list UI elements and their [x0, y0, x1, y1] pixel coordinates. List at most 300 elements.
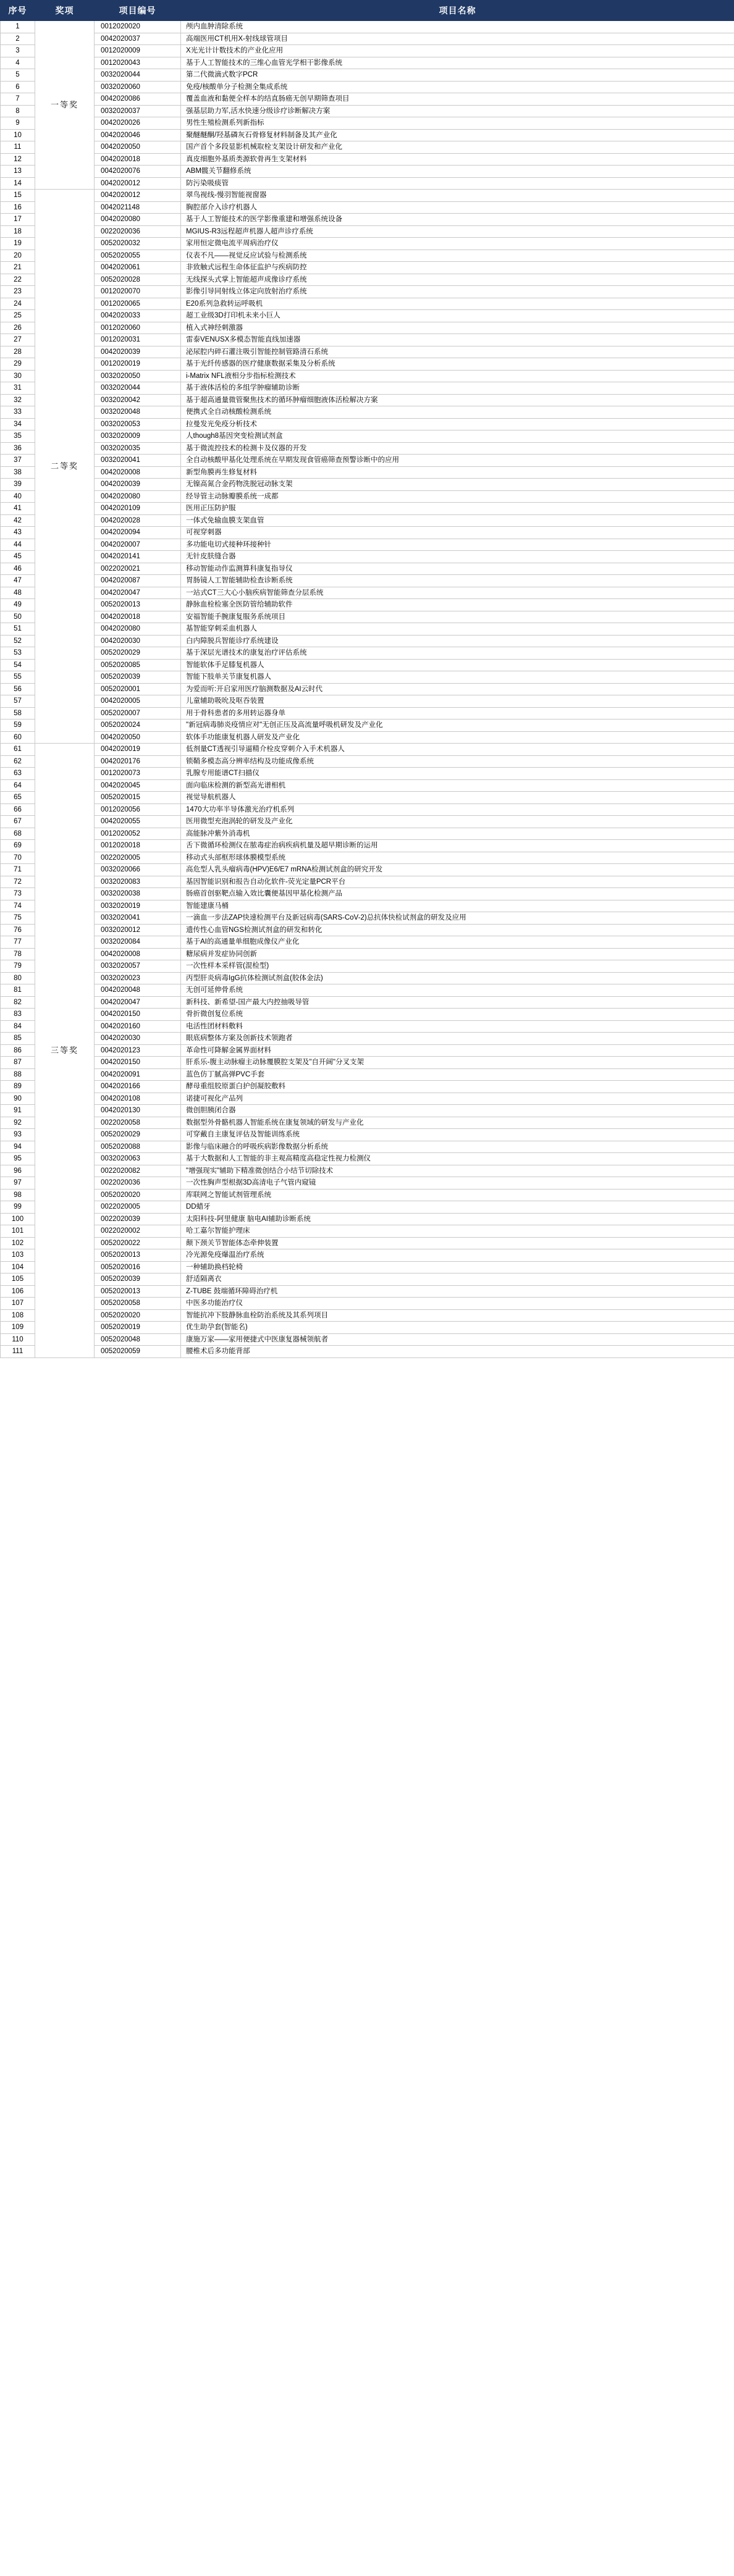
cell-no: 96 [1, 1165, 35, 1177]
cell-project-code: 0042020018 [95, 153, 181, 166]
cell-project-code: 0042020108 [95, 1093, 181, 1105]
table-row [1, 455, 734, 467]
table-row [1, 912, 734, 925]
cell-project-code: 0052020019 [95, 1322, 181, 1334]
table-row [1, 201, 734, 214]
cell-project-name: 儿童辅助吸吮及呕吞装置 [181, 695, 734, 708]
cell-project-code: 0042020130 [95, 1105, 181, 1117]
table-row [1, 539, 734, 551]
cell-project-code: 0052020048 [95, 1333, 181, 1346]
cell-project-code: 0032020063 [95, 1153, 181, 1165]
cell-project-name: 微创胆胰闭合器 [181, 1105, 734, 1117]
cell-no: 106 [1, 1285, 35, 1298]
cell-project-name: 基于AI的高通量单细胞成像仪产业化 [181, 936, 734, 949]
cell-no: 85 [1, 1033, 35, 1045]
cell-no: 100 [1, 1213, 35, 1225]
cell-project-code: 0042020047 [95, 996, 181, 1009]
table-row [1, 792, 734, 804]
table-row [1, 1093, 734, 1105]
cell-project-code: 0042020076 [95, 166, 181, 178]
cell-project-code: 0052020059 [95, 1346, 181, 1358]
table-row [1, 1009, 734, 1021]
table-row [1, 1249, 734, 1262]
table-row [1, 1165, 734, 1177]
cell-project-name: 基于人工智能技术的医学影像重建和增强系统设备 [181, 214, 734, 226]
cell-project-name: 为爱而听:开启家用医疗脑测数据及AI云时代 [181, 683, 734, 695]
cell-project-name: 植入式神经刺激器 [181, 322, 734, 334]
table-body [1, 21, 734, 1358]
cell-project-code: 0032020041 [95, 912, 181, 925]
table-row [1, 611, 734, 623]
cell-no: 60 [1, 731, 35, 744]
cell-no: 29 [1, 358, 35, 371]
cell-project-name: 高端医用CT机用X-射线球管项目 [181, 33, 734, 45]
cell-no: 42 [1, 514, 35, 527]
cell-project-name: 乳腺专用能谱CT扫描仪 [181, 768, 734, 780]
table-row [1, 430, 734, 443]
cell-project-name: 新型角膜再生修复材料 [181, 466, 734, 479]
cell-project-name: 肝系乐-腹主动脉瘤主动脉覆膜腔支架及"自开阔"分叉支架 [181, 1057, 734, 1069]
cell-no: 17 [1, 214, 35, 226]
table-row [1, 190, 734, 202]
cell-project-code: 0042020028 [95, 514, 181, 527]
cell-no: 111 [1, 1346, 35, 1358]
cell-no: 48 [1, 587, 35, 599]
cell-project-name: 胸腔部介入诊疗机器人 [181, 201, 734, 214]
table-row [1, 262, 734, 274]
cell-project-code: 0042020109 [95, 503, 181, 515]
cell-project-code: 0042020030 [95, 1033, 181, 1045]
cell-no: 89 [1, 1081, 35, 1093]
cell-project-name: 一种辅助换档轮椅 [181, 1261, 734, 1273]
cell-project-code: 0042020086 [95, 93, 181, 106]
cell-project-name: 颅内血肿清除系统 [181, 21, 734, 33]
table-row [1, 984, 734, 997]
cell-project-name: 拉曼发光免疫分析技术 [181, 418, 734, 430]
table-row [1, 1129, 734, 1141]
cell-project-name: 无镍高氮合金药物洗脱冠动脉支架 [181, 479, 734, 491]
cell-no: 31 [1, 382, 35, 395]
table-row [1, 153, 734, 166]
table-row [1, 1273, 734, 1286]
cell-project-code: 0042020012 [95, 177, 181, 190]
cell-no: 20 [1, 250, 35, 262]
cell-no: 86 [1, 1044, 35, 1057]
cell-no: 107 [1, 1298, 35, 1310]
cell-no: 78 [1, 948, 35, 960]
table-row [1, 490, 734, 503]
cell-project-code: 0052020039 [95, 1273, 181, 1286]
table-row [1, 1044, 734, 1057]
cell-no: 91 [1, 1105, 35, 1117]
cell-no: 110 [1, 1333, 35, 1346]
table-row [1, 117, 734, 130]
cell-project-name: 视觉导航机器人 [181, 792, 734, 804]
cell-no: 33 [1, 406, 35, 419]
table-row [1, 394, 734, 406]
cell-project-code: 0032020053 [95, 418, 181, 430]
cell-project-name: 智能抗冲下肢静脉血栓防治系统及其系列项目 [181, 1309, 734, 1322]
cell-project-code: 0052020013 [95, 599, 181, 611]
cell-no: 47 [1, 575, 35, 587]
table-row [1, 442, 734, 455]
cell-prize-group: 三等奖 [35, 744, 95, 1358]
table-row [1, 250, 734, 262]
cell-project-code: 0022020082 [95, 1165, 181, 1177]
cell-no: 4 [1, 57, 35, 69]
cell-project-code: 0022020005 [95, 852, 181, 864]
cell-no: 101 [1, 1225, 35, 1238]
cell-project-code: 0042020026 [95, 117, 181, 130]
cell-project-name: 糖尿病并发症协同创新 [181, 948, 734, 960]
table-row [1, 599, 734, 611]
cell-no: 1 [1, 21, 35, 33]
cell-project-name: 库联网之智能试剂管理系统 [181, 1189, 734, 1201]
table-row [1, 45, 734, 57]
cell-project-name: 仪表不凡——视觉反应试验与检测系统 [181, 250, 734, 262]
table-row [1, 972, 734, 984]
cell-no: 57 [1, 695, 35, 708]
cell-no: 2 [1, 33, 35, 45]
cell-project-code: 0022020002 [95, 1225, 181, 1238]
cell-no: 16 [1, 201, 35, 214]
cell-project-code: 0042020007 [95, 539, 181, 551]
table-row [1, 1117, 734, 1129]
cell-no: 71 [1, 864, 35, 876]
table-row [1, 1225, 734, 1238]
cell-project-name: Z-TUBE 鼓端循环障碍治疗机 [181, 1285, 734, 1298]
table-row [1, 551, 734, 563]
cell-project-name: X光光计计数技术的产业化应用 [181, 45, 734, 57]
cell-no: 69 [1, 840, 35, 852]
cell-project-name: 舌下微循环检测仪在脓毒症治病疾病机量及超早期诊断的运用 [181, 840, 734, 852]
cell-project-name: 一滴血一步法ZAP快速检测平台及新冠病毒(SARS-CoV-2)总抗体快检试剂盒的研发及应用 [181, 912, 734, 925]
table-row [1, 1213, 734, 1225]
cell-project-code: 0042020087 [95, 575, 181, 587]
cell-project-code: 0022020058 [95, 1117, 181, 1129]
table-row [1, 129, 734, 141]
cell-project-name: 一次性胸声型根据3D高清电子气管内窥镜 [181, 1177, 734, 1189]
cell-project-name: 基于人工智能技术的三维心血管光学相干影像系统 [181, 57, 734, 69]
table-row [1, 635, 734, 647]
cell-project-code: 0052020028 [95, 274, 181, 286]
cell-project-name: 经导管主动脉瓣膜系统一成都 [181, 490, 734, 503]
cell-project-name: 智能建康马桶 [181, 900, 734, 912]
cell-project-name: 防污染吸痰管 [181, 177, 734, 190]
cell-project-name: 静脉血栓检塞全医防管给辅助软件 [181, 599, 734, 611]
cell-no: 30 [1, 370, 35, 382]
table-row [1, 93, 734, 106]
cell-no: 92 [1, 1117, 35, 1129]
cell-no: 45 [1, 551, 35, 563]
table-row [1, 731, 734, 744]
cell-no: 103 [1, 1249, 35, 1262]
table-row [1, 948, 734, 960]
cell-project-code: 0042020018 [95, 611, 181, 623]
cell-prize-group: 一等奖 [35, 21, 95, 190]
table-row [1, 623, 734, 636]
cell-project-name: DD蜡牙 [181, 1201, 734, 1214]
cell-project-name: 骨折微创复位系统 [181, 1009, 734, 1021]
cell-project-code: 0052020058 [95, 1298, 181, 1310]
cell-no: 105 [1, 1273, 35, 1286]
cell-project-code: 0052020039 [95, 671, 181, 684]
cell-project-name: 基于深层光谱技术的康复治疗评估系统 [181, 647, 734, 660]
column-header-no: 序号 [1, 1, 35, 21]
cell-project-code: 0042020123 [95, 1044, 181, 1057]
cell-no: 66 [1, 803, 35, 816]
cell-project-name: 颠下颈关节智能体态牵伸装置 [181, 1237, 734, 1249]
cell-project-name: 免疫/核酸单分子检测全集成系统 [181, 81, 734, 93]
cell-project-name: 新科技、新希望-国产最大内控抽吸导管 [181, 996, 734, 1009]
cell-project-name: 无创可延伸骨系统 [181, 984, 734, 997]
cell-project-name: 数据型外骨骼机器人智能系统在康复领域的研发与产业化 [181, 1117, 734, 1129]
table-row [1, 1105, 734, 1117]
cell-project-name: 移动智能动作监测算科康复指导仪 [181, 563, 734, 575]
cell-no: 28 [1, 346, 35, 358]
table-row [1, 1201, 734, 1214]
cell-project-code: 0032020044 [95, 69, 181, 82]
cell-no: 43 [1, 527, 35, 539]
table-row [1, 1346, 734, 1358]
cell-no: 13 [1, 166, 35, 178]
cell-no: 83 [1, 1009, 35, 1021]
cell-project-name: 电活性团材料敷料 [181, 1020, 734, 1033]
table-row [1, 683, 734, 695]
cell-no: 11 [1, 141, 35, 154]
cell-no: 53 [1, 647, 35, 660]
table-row [1, 996, 734, 1009]
table-row [1, 334, 734, 346]
table-row [1, 406, 734, 419]
cell-no: 68 [1, 828, 35, 840]
cell-project-code: 0032020083 [95, 876, 181, 888]
table-row [1, 876, 734, 888]
cell-project-name: 国产首个多段显影机械取栓支架设计研发和产业化 [181, 141, 734, 154]
cell-no: 56 [1, 683, 35, 695]
table-row [1, 1153, 734, 1165]
cell-project-name: 基于光纤传感器的医疗健康数据采集及分析系统 [181, 358, 734, 371]
cell-project-code: 0052020020 [95, 1309, 181, 1322]
table-row [1, 900, 734, 912]
cell-project-code: 0042020050 [95, 141, 181, 154]
cell-project-name: MGIUS-R3远程超声机器人超声诊疗系统 [181, 225, 734, 238]
cell-project-code: 0032020012 [95, 924, 181, 936]
column-header-name: 项目名称 [181, 1, 734, 21]
table-row [1, 803, 734, 816]
cell-project-name: 可穿戴自主康复评估及智能训练系统 [181, 1129, 734, 1141]
cell-project-name: 翠鸟视线-慢羽智能视窗器 [181, 190, 734, 202]
table-row [1, 744, 734, 756]
table-row [1, 960, 734, 973]
cell-project-code: 0042020166 [95, 1081, 181, 1093]
table-row [1, 1068, 734, 1081]
cell-no: 41 [1, 503, 35, 515]
cell-project-name: 泌尿腔内碎石灌注吸引智能控制管路清石系统 [181, 346, 734, 358]
cell-no: 64 [1, 779, 35, 792]
cell-project-name: 面向临床检测的新型高光谱相机 [181, 779, 734, 792]
cell-project-code: 0032020038 [95, 888, 181, 900]
cell-project-code: 0022020036 [95, 1177, 181, 1189]
table-row [1, 755, 734, 768]
table-row [1, 514, 734, 527]
cell-no: 98 [1, 1189, 35, 1201]
cell-no: 36 [1, 442, 35, 455]
cell-no: 37 [1, 455, 35, 467]
cell-project-name: 蓝色仿丁腻高弹PVC手套 [181, 1068, 734, 1081]
column-header-code: 项目编号 [95, 1, 181, 21]
cell-project-code: 0012020031 [95, 334, 181, 346]
table-row [1, 1057, 734, 1069]
table-row [1, 720, 734, 732]
cell-no: 32 [1, 394, 35, 406]
cell-project-code: 0022020039 [95, 1213, 181, 1225]
cell-project-code: 0012020009 [95, 45, 181, 57]
cell-no: 21 [1, 262, 35, 274]
cell-project-code: 0032020050 [95, 370, 181, 382]
cell-project-code: 0042020008 [95, 466, 181, 479]
table-row [1, 1177, 734, 1189]
cell-project-code: 0022020021 [95, 563, 181, 575]
cell-project-code: 0012020073 [95, 768, 181, 780]
cell-project-code: 0032020044 [95, 382, 181, 395]
cell-project-code: 0042020055 [95, 816, 181, 828]
cell-project-code: 0052020085 [95, 659, 181, 671]
cell-project-code: 0012020070 [95, 286, 181, 298]
cell-project-code: 0042020045 [95, 779, 181, 792]
cell-project-name: 丙型肝炎病毒IgG抗体检测试剂盒(胶体金法) [181, 972, 734, 984]
cell-no: 61 [1, 744, 35, 756]
cell-project-code: 0032020042 [95, 394, 181, 406]
table-row [1, 1333, 734, 1346]
cell-no: 67 [1, 816, 35, 828]
cell-no: 97 [1, 1177, 35, 1189]
cell-project-code: 0022020005 [95, 1201, 181, 1214]
cell-project-code: 0052020055 [95, 250, 181, 262]
table-row [1, 105, 734, 117]
cell-project-name: 诺捷可视化产品列 [181, 1093, 734, 1105]
cell-project-name: 雷泰VENUSX多模态智能直线加速器 [181, 334, 734, 346]
cell-no: 26 [1, 322, 35, 334]
cell-project-code: 0042020050 [95, 731, 181, 744]
table-row [1, 370, 734, 382]
table-row [1, 575, 734, 587]
cell-project-code: 0042020005 [95, 695, 181, 708]
cell-project-name: 腰椎术后多功能背部 [181, 1346, 734, 1358]
table-row [1, 81, 734, 93]
cell-project-code: 0012020056 [95, 803, 181, 816]
cell-no: 95 [1, 1153, 35, 1165]
cell-project-name: 基于超高通量微管聚焦技术的循环肿瘤细胞液体活检解决方案 [181, 394, 734, 406]
table-row [1, 322, 734, 334]
cell-project-name: 聚醚醚酮/羟基磷灰石骨修复材料制备及其产业化 [181, 129, 734, 141]
cell-project-code: 0012020019 [95, 358, 181, 371]
cell-no: 7 [1, 93, 35, 106]
table-row [1, 1189, 734, 1201]
cell-project-code: 0052020016 [95, 1261, 181, 1273]
cell-project-name: 医用微型充泡涡轮的研发及产业化 [181, 816, 734, 828]
cell-no: 24 [1, 298, 35, 310]
cell-no: 52 [1, 635, 35, 647]
table-row [1, 659, 734, 671]
cell-no: 35 [1, 430, 35, 443]
cell-no: 79 [1, 960, 35, 973]
cell-no: 63 [1, 768, 35, 780]
cell-project-name: 胃肠镜人工智能辅助检查诊断系统 [181, 575, 734, 587]
cell-no: 73 [1, 888, 35, 900]
cell-project-name: 无线探头式掌上智能超声成像诊疗系统 [181, 274, 734, 286]
cell-no: 82 [1, 996, 35, 1009]
cell-no: 19 [1, 238, 35, 250]
cell-project-name: 智能下肢单关节康复机器人 [181, 671, 734, 684]
cell-project-code: 0032020057 [95, 960, 181, 973]
cell-project-name: 多功能电切式接种环接种针 [181, 539, 734, 551]
table-row [1, 936, 734, 949]
table-row [1, 1237, 734, 1249]
table-row [1, 141, 734, 154]
cell-project-name: 全自动核酸甲基化处理系统在早期发现食管癌筛查预警诊断中的应用 [181, 455, 734, 467]
table-row [1, 33, 734, 45]
cell-no: 54 [1, 659, 35, 671]
table-row [1, 286, 734, 298]
table-row [1, 1081, 734, 1093]
table-row [1, 779, 734, 792]
cell-project-name: 安福智能手腕康复服务系统项目 [181, 611, 734, 623]
cell-project-code: 0042020033 [95, 310, 181, 322]
cell-project-name: 一次性样本采样管(混检型) [181, 960, 734, 973]
cell-no: 90 [1, 1093, 35, 1105]
table-row [1, 503, 734, 515]
table-row [1, 587, 734, 599]
cell-no: 62 [1, 755, 35, 768]
table-row [1, 1033, 734, 1045]
cell-project-name: "新冠病毒肺炎疫情应对"无创正压及高流量呼吸机研发及产业化 [181, 720, 734, 732]
cell-project-name: 高能脉冲紫外消毒机 [181, 828, 734, 840]
cell-project-code: 0052020013 [95, 1249, 181, 1262]
cell-project-code: 0012020018 [95, 840, 181, 852]
table-row [1, 852, 734, 864]
cell-no: 3 [1, 45, 35, 57]
cell-project-name: 康施万家——家用便捷式中医康复器械领航者 [181, 1333, 734, 1346]
table-row [1, 298, 734, 310]
cell-no: 22 [1, 274, 35, 286]
table-row [1, 238, 734, 250]
cell-project-code: 0042020046 [95, 129, 181, 141]
cell-no: 99 [1, 1201, 35, 1214]
cell-project-name: E20系列急救转运呼吸机 [181, 298, 734, 310]
cell-project-name: 高危型人乳头瘤病毒(HPV)E6/E7 mRNA检测试剂盒的研究开发 [181, 864, 734, 876]
cell-no: 51 [1, 623, 35, 636]
table-row [1, 1141, 734, 1153]
cell-project-name: i-Matrix NFL液相分步指标检测技术 [181, 370, 734, 382]
cell-no: 59 [1, 720, 35, 732]
cell-project-name: 肠癌首创驱靶点输入效比囊便基因甲基化检测产品 [181, 888, 734, 900]
table-row [1, 479, 734, 491]
cell-project-code: 0042020048 [95, 984, 181, 997]
cell-project-code: 0042020080 [95, 490, 181, 503]
cell-no: 74 [1, 900, 35, 912]
cell-project-name: 锁鞘多模态高分辨率结构及功能成像系统 [181, 755, 734, 768]
cell-no: 72 [1, 876, 35, 888]
table-row [1, 418, 734, 430]
table-row [1, 816, 734, 828]
table-row [1, 1020, 734, 1033]
cell-project-code: 0052020029 [95, 1129, 181, 1141]
cell-project-code: 0042020150 [95, 1009, 181, 1021]
cell-project-name: 冷光源免疫爆温治疗系统 [181, 1249, 734, 1262]
cell-project-name: 可视穿刺器 [181, 527, 734, 539]
cell-project-name: 眼底病整体方案及创新技术领跑者 [181, 1033, 734, 1045]
